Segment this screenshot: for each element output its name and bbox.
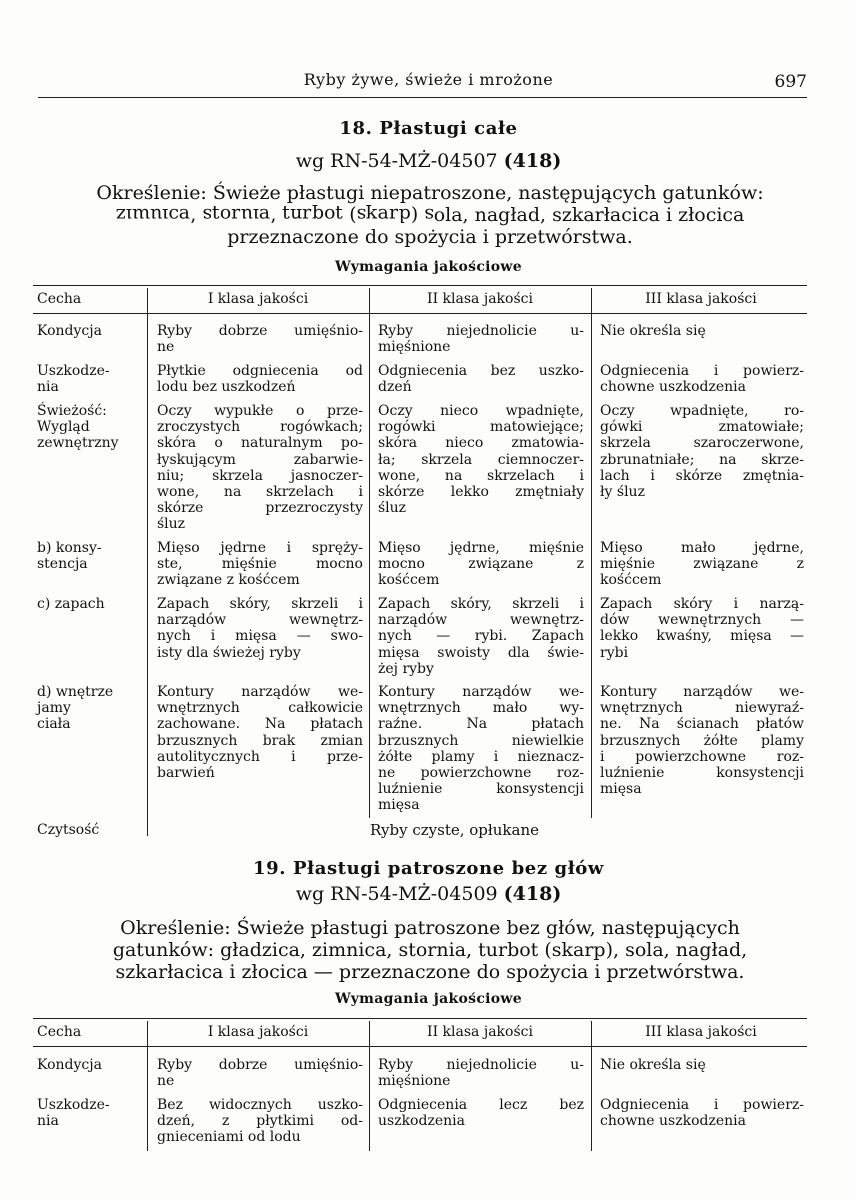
cell-line: zachowane. Na płatach bbox=[157, 716, 363, 733]
cell-line: Mięso jędrne i spręży- bbox=[157, 540, 363, 556]
table-19-column-rule bbox=[147, 1021, 148, 1151]
class-1-cell bbox=[157, 1057, 363, 1089]
cell-line: wone, na skrzelach i bbox=[157, 484, 363, 501]
feature-cell bbox=[37, 363, 143, 395]
feature-cell bbox=[37, 540, 143, 572]
cell-line: lekko kwaśny, mięsa — bbox=[600, 628, 804, 645]
cell-line: Kondycja bbox=[37, 323, 102, 339]
section-19-requirements-title: Wymagania jakościowe bbox=[335, 991, 522, 1007]
table-18-column-rule bbox=[147, 288, 148, 836]
cell-line: żej ryby bbox=[378, 660, 434, 677]
cell-line: skórze lekko zmętniały bbox=[378, 484, 584, 501]
running-title: Ryby żywe, świeże i mrożone bbox=[303, 70, 554, 89]
cell-line: śluz bbox=[378, 500, 407, 517]
cell-line: rogówki matowiejące; bbox=[378, 419, 584, 436]
section-18-definition-line-1: Określenie: Świeże płastugi niepatroszone, następujących gatunków: bbox=[96, 182, 764, 204]
cell-line: narządów wewnętrz- bbox=[378, 612, 584, 629]
cell-line: Odgniecenia i powierz- bbox=[600, 1097, 804, 1113]
class-3-cell bbox=[600, 323, 804, 339]
cell-line: brzusznych brak zmian bbox=[157, 732, 363, 749]
cell-line: nia bbox=[37, 379, 59, 396]
feature-cell bbox=[37, 1057, 143, 1073]
cell-line: mięsa swoisty dla świe- bbox=[378, 644, 584, 661]
column-header-class-3: III klasa jakości bbox=[645, 291, 757, 307]
cell-line: Płytkie odgniecenia od bbox=[157, 363, 363, 379]
cell-line: Zapach skóry i narzą- bbox=[600, 596, 804, 612]
section-19-definition-line-2: gatunków: gładzica, zimnica, stornia, turbot (skarp), sola, nagład, bbox=[112, 939, 748, 961]
cell-line: dów wewnętrznych — bbox=[600, 612, 804, 629]
section-18-standard bbox=[0, 150, 857, 172]
cell-line: dzeń bbox=[378, 379, 412, 396]
table-18-top-rule bbox=[33, 285, 807, 286]
class-1-cell bbox=[157, 363, 363, 395]
class-3-cell bbox=[600, 540, 804, 589]
section-19-definition-line-1: Określenie: Świeże płastugi patroszone bez głów, następujących bbox=[120, 917, 740, 939]
feature-cell bbox=[37, 323, 143, 339]
purity-feature-label: Czytsość bbox=[37, 822, 100, 838]
cell-line: raźne. Na płatach bbox=[378, 716, 584, 733]
header-rule bbox=[38, 97, 807, 98]
cell-line: skóra nieco zmatowia- bbox=[378, 435, 584, 452]
cell-line: rybi bbox=[600, 644, 629, 661]
class-1-cell bbox=[157, 1097, 363, 1146]
column-header-class-1: I klasa jakości bbox=[207, 1024, 309, 1040]
class-3-cell bbox=[600, 403, 804, 500]
cell-line: ciała bbox=[37, 716, 71, 733]
cell-line: ne bbox=[157, 1073, 175, 1090]
section-18-definition-line-3: przeznaczone do spożycia i przetwórstwa. bbox=[227, 226, 633, 248]
cell-line: nych — rybi. Zapach bbox=[378, 628, 584, 645]
cell-line: Mięso mało jędrne, bbox=[600, 540, 804, 556]
cell-line: chowne uszkodzenia bbox=[600, 1113, 746, 1130]
class-2-cell bbox=[378, 596, 584, 677]
cell-line: Oczy wypukłe o prze- bbox=[157, 403, 363, 419]
cell-line: wnętrznych mało wy- bbox=[378, 700, 584, 717]
cell-line: wnętrznych niewyraź- bbox=[600, 700, 804, 717]
cell-line: Ryby dobrze umięśnio- bbox=[157, 323, 363, 339]
column-header-class-3: III klasa jakości bbox=[645, 1024, 757, 1040]
cell-line: ła; skrzela ciemnoczer- bbox=[378, 451, 584, 468]
cell-line: lodu bez uszkodzeń bbox=[157, 379, 296, 396]
cell-line: mięsa bbox=[600, 781, 642, 798]
cell-line: c) zapach bbox=[37, 596, 105, 612]
section-19-definition-line-3: szkarłacica i złocica — przeznaczone do spożycia i przetwórstwa. bbox=[115, 961, 745, 983]
cell-line: mięśnione bbox=[378, 339, 451, 356]
table-19-header-rule bbox=[33, 1046, 807, 1047]
cell-line: mięśnie związane z bbox=[600, 556, 804, 573]
section-19-definition bbox=[40, 917, 820, 983]
section-19-standard-code: (418) bbox=[503, 883, 562, 905]
cell-line: gówki zmatowiałe; bbox=[600, 419, 804, 436]
cell-line: i powierzchowne roz- bbox=[600, 748, 804, 765]
cell-line: dzeń, z płytkimi od- bbox=[157, 1113, 363, 1130]
cell-line: Ryby dobrze umięśnio- bbox=[157, 1057, 363, 1073]
cell-line: barwień bbox=[157, 765, 215, 782]
cell-line: mięsa bbox=[378, 797, 420, 814]
section-18-definition-flipped-text: s (dɹɐʞs) ʇoqɹnʇ ʻɐıuɹoʇs ʻɐɔıuɯız bbox=[115, 204, 434, 226]
table-19-column-rule bbox=[591, 1021, 592, 1151]
cell-line: jamy bbox=[37, 700, 71, 717]
class-2-cell bbox=[378, 403, 584, 516]
cell-line: skóra o naturalnym po- bbox=[157, 435, 363, 452]
cell-line: zbrunatniałe; na skrze- bbox=[600, 451, 804, 468]
cell-line: Zapach skóry, skrzeli i bbox=[157, 596, 363, 612]
cell-line: Nie określa się bbox=[600, 1057, 706, 1073]
class-3-cell bbox=[600, 363, 804, 395]
section-18-definition-line-2 bbox=[40, 204, 820, 226]
cell-line: ne. Na ścianach płatów bbox=[600, 716, 804, 733]
cell-line: śluz bbox=[157, 516, 186, 533]
cell-line: kośćcem bbox=[600, 572, 662, 589]
cell-line: wnętrznych całkowicie bbox=[157, 700, 363, 717]
class-1-cell bbox=[157, 684, 363, 781]
cell-line: ne bbox=[157, 339, 175, 356]
cell-line: ste, mięśnie mocno bbox=[157, 556, 363, 573]
cell-line: mięśnione bbox=[378, 1073, 451, 1090]
column-header-feature: Cecha bbox=[37, 1024, 82, 1040]
cell-line: uszkodzenia bbox=[378, 1113, 465, 1130]
cell-line: Wygląd bbox=[37, 419, 90, 436]
cell-line: Zapach skóry, skrzeli i bbox=[378, 596, 584, 612]
feature-cell bbox=[37, 684, 143, 733]
cell-line: nych i mięsa — swo- bbox=[157, 628, 363, 645]
class-1-cell bbox=[157, 596, 363, 661]
table-18-column-rule bbox=[591, 288, 592, 818]
cell-line: łyskującym zabarwie- bbox=[157, 451, 363, 468]
cell-line: gnieceniami od lodu bbox=[157, 1129, 301, 1146]
cell-line: Odgniecenia bez uszko- bbox=[378, 363, 584, 379]
class-2-cell bbox=[378, 684, 584, 814]
cell-line: ły śluz bbox=[600, 484, 645, 501]
cell-line: Bez widocznych uszko- bbox=[157, 1097, 363, 1113]
class-1-cell bbox=[157, 403, 363, 533]
class-2-cell bbox=[378, 1097, 584, 1129]
cell-line: Świeżość: bbox=[37, 403, 107, 419]
cell-line: stencja bbox=[37, 556, 88, 573]
class-1-cell bbox=[157, 540, 363, 589]
feature-cell bbox=[37, 596, 143, 612]
feature-cell bbox=[37, 1097, 143, 1129]
cell-line: Ryby niejednolicie u- bbox=[378, 323, 584, 339]
cell-line: zroczystych rogówkach; bbox=[157, 419, 363, 436]
section-18-definition bbox=[40, 182, 820, 248]
cell-line: nia bbox=[37, 1113, 59, 1130]
section-19-standard bbox=[0, 883, 857, 905]
class-1-cell bbox=[157, 323, 363, 355]
section-18-requirements-title: Wymagania jakościowe bbox=[335, 259, 522, 275]
section-19-title: 19. Płastugi patroszone bez głów bbox=[253, 858, 604, 879]
cell-line: chowne uszkodzenia bbox=[600, 379, 746, 396]
cell-line: niu; skrzela jasnoczer- bbox=[157, 467, 363, 484]
cell-line: brzusznych niewielkie bbox=[378, 732, 584, 749]
cell-line: żółte plamy i nieznacz- bbox=[378, 748, 584, 765]
cell-line: Kontury narządów we- bbox=[157, 684, 363, 700]
class-3-cell bbox=[600, 1097, 804, 1129]
cell-line: luźnienie konsystencji bbox=[600, 765, 804, 782]
cell-line: Kondycja bbox=[37, 1057, 102, 1073]
cell-line: Uszkodze- bbox=[37, 1097, 110, 1113]
section-18-definition-line-2-text: ola, nagład, szkarłacica i złocica bbox=[433, 204, 745, 226]
cell-line: skrzela szaroczerwone, bbox=[600, 435, 804, 452]
cell-line: ne powierzchowne roz- bbox=[378, 765, 584, 782]
cell-line: związane z kośćcem bbox=[157, 572, 300, 589]
cell-line: luźnienie konsystencji bbox=[378, 781, 584, 798]
cell-line: zewnętrzny bbox=[37, 435, 119, 452]
cell-line: Oczy nieco wpadnięte, bbox=[378, 403, 584, 419]
cell-line: Oczy wpadnięte, ro- bbox=[600, 403, 804, 419]
cell-line: brzusznych żółte plamy bbox=[600, 732, 804, 749]
column-header-class-1: I klasa jakości bbox=[207, 291, 309, 307]
section-18-standard-number: wg RN-54-MŻ-04507 bbox=[295, 150, 498, 172]
feature-cell bbox=[37, 403, 143, 452]
class-3-cell bbox=[600, 596, 804, 661]
cell-line: autolitycznych i prze- bbox=[157, 748, 363, 765]
section-19-standard-number: wg RN-54-MŻ-04509 bbox=[295, 883, 498, 905]
section-18-title: 18. Płastugi całe bbox=[339, 118, 518, 139]
column-header-feature: Cecha bbox=[37, 291, 82, 307]
table-18-column-rule bbox=[369, 288, 370, 818]
page-number: 697 bbox=[774, 72, 807, 92]
cell-line: Uszkodze- bbox=[37, 363, 110, 379]
cell-line: isty dla świeżej ryby bbox=[157, 644, 301, 661]
cell-line: skórze przezroczysty bbox=[157, 500, 363, 517]
cell-line: b) konsy- bbox=[37, 540, 102, 556]
cell-line: wone, na skrzelach i bbox=[378, 467, 584, 484]
cell-line: Ryby niejednolicie u- bbox=[378, 1057, 584, 1073]
cell-line: Odgniecenia lecz bez bbox=[378, 1097, 584, 1113]
column-header-class-2: II klasa jakości bbox=[427, 1024, 533, 1040]
cell-line: Kontury narządów we- bbox=[378, 684, 584, 700]
section-18-standard-code: (418) bbox=[503, 150, 562, 172]
cell-line: mocno związane z bbox=[378, 556, 584, 573]
table-19-column-rule bbox=[369, 1021, 370, 1151]
cell-line: kośćcem bbox=[378, 572, 440, 589]
class-2-cell bbox=[378, 540, 584, 589]
column-header-class-2: II klasa jakości bbox=[427, 291, 533, 307]
class-3-cell bbox=[600, 684, 804, 797]
cell-line: Kontury narządów we- bbox=[600, 684, 804, 700]
class-2-cell bbox=[378, 323, 584, 355]
class-3-cell bbox=[600, 1057, 804, 1073]
cell-line: Nie określa się bbox=[600, 323, 706, 339]
table-19-top-rule bbox=[33, 1018, 807, 1019]
cell-line: d) wnętrze bbox=[37, 684, 114, 700]
cell-line: Mięso jędrne, mięśnie bbox=[378, 540, 584, 556]
class-2-cell bbox=[378, 1057, 584, 1089]
purity-requirement: Ryby czyste, opłukane bbox=[370, 821, 539, 839]
cell-line: lach i skórze zmętnia- bbox=[600, 467, 804, 484]
class-2-cell bbox=[378, 363, 584, 395]
cell-line: Odgniecenia i powierz- bbox=[600, 363, 804, 379]
cell-line: narządów wewnętrz- bbox=[157, 612, 363, 629]
table-18-header-rule bbox=[33, 313, 807, 314]
